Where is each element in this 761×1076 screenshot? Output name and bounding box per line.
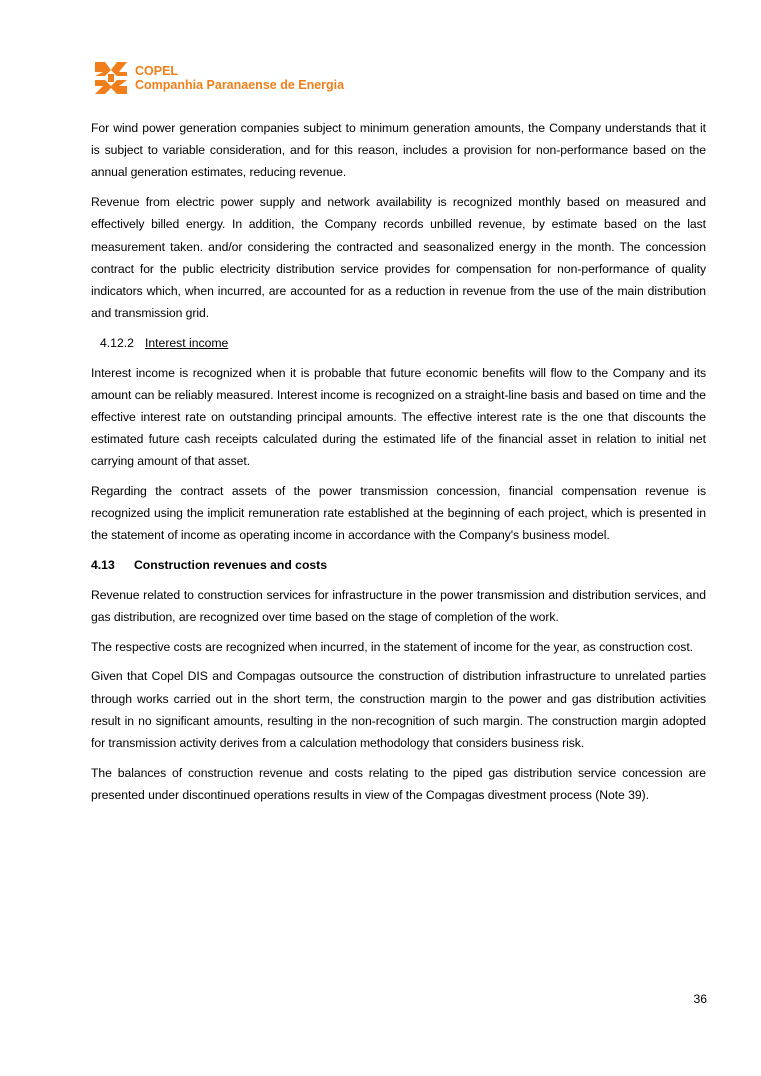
subsection-heading-interest-income [91,332,706,354]
paragraph-construction-revenue: Revenue related to construction services for infrastructure in the power transmission and distribution services, and gas distribution, are recognized over time based on the stage of completion of the work. [91,587,706,625]
paragraph-power-supply-revenue: Revenue from electric power supply and network availability is recognized monthly based on measured and effectively billed energy. In addition, the Company records unbilled revenue, by estimate based on the last measurement taken. and/or considering the contracted and seasonalized energy in the month. The concession contract for the public electricity distribution service provides for compensation for non-performance of quality indicators which, when incurred, are accounted for as a reduction in revenue from the use of the main distribution and transmission grid. [91,195,706,321]
subsection-title: Interest income [145,335,229,350]
document-body [91,117,706,814]
page-number: 36 [693,992,707,1006]
subsection-number: 4.12.2 [100,335,134,350]
section-title: Construction revenues and costs [134,558,328,573]
paragraph-interest-income: Interest income is recognized when it is probable that future economic benefits will flow to the Company and its amount can be reliably measured. Interest income is recognized on a straight-line basis and based on time and the effective interest rate on outstanding principal amounts. The effective interest rate is the one that discounts the estimated future cash receipts calculated during the estimated life of the financial asset in relation to initial net carrying amount of that asset. [91,365,706,469]
paragraph-construction-margin: Given that Copel DIS and Compagas outsource the construction of distribution infrastructure to unrelated parties through works carried out in the short term, the construction margin to the power and gas distribution activities result in no significant amounts, resulting in the non-recognition of such margin. The construction margin adopted for transmission activity derives from a calculation methodology that considers business risk. [91,669,706,751]
paragraph-construction-costs: The respective costs are recognized when incurred, in the statement of income for the year, as construction cost. [91,639,693,654]
company-full-name: Companhia Paranaense de Energia [135,78,345,92]
page-header [93,59,344,97]
company-name-block [135,64,344,92]
company-short-name: COPEL [135,64,179,78]
section-number: 4.13 [91,558,115,573]
paragraph-wind-power: For wind power generation companies subject to minimum generation amounts, the Company understands that it is subject to variable consideration, and for this reason, includes a provision for non-performance based on the annual generation estimates, reducing revenue. [91,121,706,180]
section-heading-construction [91,554,706,576]
paragraph-transmission-concession: Regarding the contract assets of the power transmission concession, financial compensation revenue is recognized using the implicit remuneration rate established at the beginning of each project, which is presented in the statement of income as operating income in accordance with the Company's business model. [91,484,706,543]
paragraph-piped-gas-balances: The balances of construction revenue and costs relating to the piped gas distribution service concession are presented under discontinued operations results in view of the Compagas divestment process (Note 39). [91,765,706,802]
copel-logo-icon [93,60,129,96]
